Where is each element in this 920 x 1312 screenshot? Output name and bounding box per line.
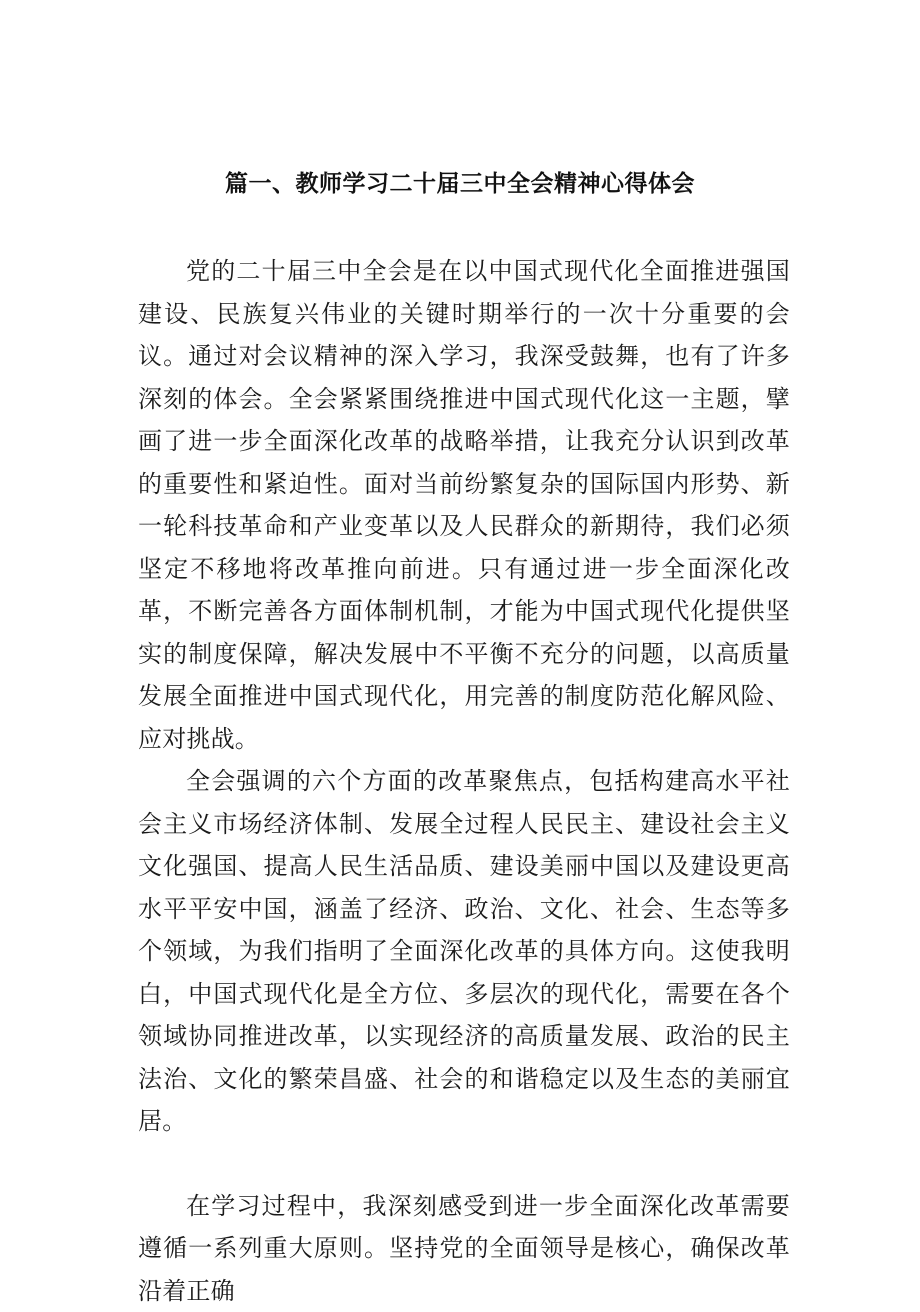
document-body <box>138 250 790 1312</box>
paragraph-3: 在学习过程中，我深刻感受到进一步全面深化改革需要遵循一系列重大原则。坚持党的全面领导是核心，确保改革沿着正确 <box>138 1185 790 1312</box>
document-title: 篇一、教师学习二十届三中全会精神心得体会 <box>0 164 920 204</box>
paragraph-2: 全会强调的六个方面的改革聚焦点，包括构建高水平社会主义市场经济体制、发展全过程人民民主、建设社会主义文化强国、提高人民生活品质、建设美丽中国以及建设更高水平平安中国，涵盖了经济、政治、文化、社会、生态等多个领域，为我们指明了全面深化改革的具体方向。这使我明白，中国式现代化是全方位、多层次的现代化，需要在各个领域协同推进改革，以实现经济的高质量发展、政治的民主法治、文化的繁荣昌盛、社会的和谐稳定以及生态的美丽宜居。 <box>138 760 790 1143</box>
paragraph-1: 党的二十届三中全会是在以中国式现代化全面推进强国建设、民族复兴伟业的关键时期举行的一次十分重要的会议。通过对会议精神的深入学习，我深受鼓舞，也有了许多深刻的体会。全会紧紧围绕推进中国式现代化这一主题，擘画了进一步全面深化改革的战略举措，让我充分认识到改革的重要性和紧迫性。面对当前纷繁复杂的国际国内形势、新一轮科技革命和产业变革以及人民群众的新期待，我们必须坚定不移地将改革推向前进。只有通过进一步全面深化改革，不断完善各方面体制机制，才能为中国式现代化提供坚实的制度保障，解决发展中不平衡不充分的问题，以高质量发展全面推进中国式现代化，用完善的制度防范化解风险、应对挑战。 <box>138 250 790 760</box>
